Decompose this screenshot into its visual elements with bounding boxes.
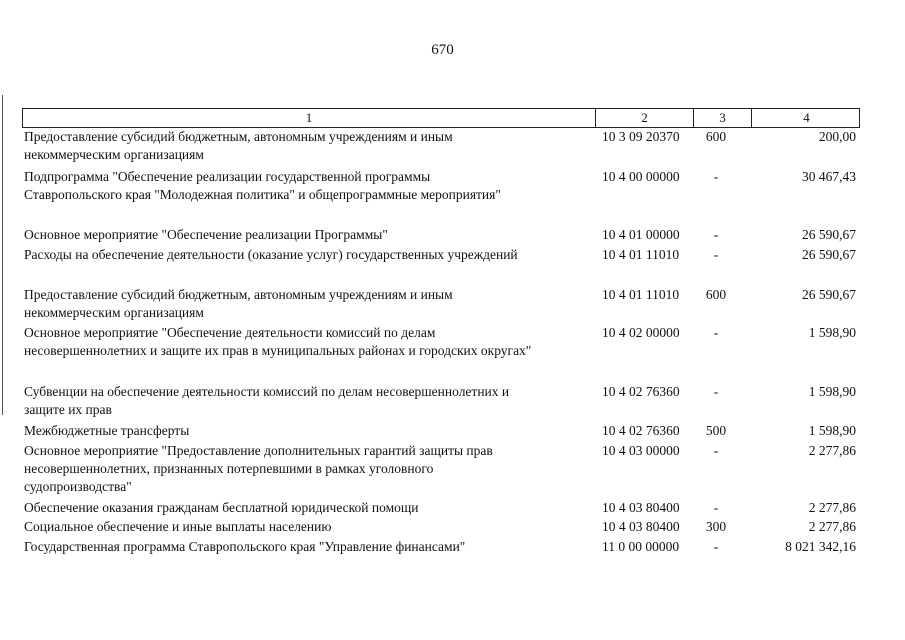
header-col-2: 2 xyxy=(595,109,693,127)
row-group: - xyxy=(713,325,719,340)
row-amount: 26 590,67 xyxy=(802,227,856,242)
margin-rule xyxy=(2,95,3,415)
table-row xyxy=(22,518,860,536)
table-row xyxy=(22,286,860,322)
row-code: 10 4 02 76360 xyxy=(602,423,680,438)
row-group: - xyxy=(713,443,719,458)
table-row xyxy=(22,246,860,264)
row-group: 600 xyxy=(705,129,727,144)
row-code: 10 4 02 76360 xyxy=(602,384,680,399)
table-row xyxy=(22,422,860,440)
page-number: 670 xyxy=(431,42,454,58)
row-name: Социальное обеспечение и иные выплаты населению xyxy=(24,519,332,534)
header-col-1: 1 xyxy=(305,110,313,125)
table-row xyxy=(22,383,860,419)
row-code: 10 4 01 11010 xyxy=(602,287,680,302)
table-row xyxy=(22,538,860,556)
row-name: Предоставление субсидий бюджетным, автономным учреждениям и иным некоммерческим организациям xyxy=(24,129,453,162)
row-amount: 2 277,86 xyxy=(808,443,856,458)
row-group: - xyxy=(713,539,719,554)
row-name: Государственная программа Ставропольского края "Управление финансами" xyxy=(24,539,466,554)
row-name: Основное мероприятие "Предоставление дополнительных гарантий защиты прав несовершеннолетних, признанных потерпевшими в рамках уголовного судопроизводства" xyxy=(24,443,493,494)
row-name: Подпрограмма "Обеспечение реализации государственной программы Ставропольского края "Молодежная политика" и общепрограммные мероприятия" xyxy=(24,169,501,202)
row-amount: 8 021 342,16 xyxy=(785,539,856,554)
row-amount: 1 598,90 xyxy=(808,325,856,340)
row-group: - xyxy=(713,169,719,184)
row-group: - xyxy=(713,384,719,399)
row-name: Основное мероприятие "Обеспечение реализации Программы" xyxy=(24,227,388,242)
row-name: Основное мероприятие "Обеспечение деятельности комиссий по делам несовершеннолетних и защите их прав в муниципальных районах и городских округах" xyxy=(24,325,532,358)
row-code: 10 3 09 20370 xyxy=(602,129,680,144)
row-code: 11 0 00 00000 xyxy=(602,539,680,554)
row-amount: 2 277,86 xyxy=(808,500,856,515)
row-amount: 1 598,90 xyxy=(808,423,856,438)
table-row xyxy=(22,442,860,496)
row-name: Межбюджетные трансферты xyxy=(24,423,190,438)
row-group: 500 xyxy=(705,423,727,438)
row-code: 10 4 03 80400 xyxy=(602,500,680,515)
row-name: Предоставление субсидий бюджетным, автономным учреждениям и иным некоммерческим организациям xyxy=(24,287,453,320)
row-group: - xyxy=(713,500,719,515)
row-name: Субвенции на обеспечение деятельности комиссий по делам несовершеннолетних и защите их прав xyxy=(24,384,510,417)
row-group: 600 xyxy=(705,287,727,302)
row-code: 10 4 02 00000 xyxy=(602,325,680,340)
budget-table xyxy=(22,108,860,554)
row-amount: 200,00 xyxy=(818,129,856,144)
table-row xyxy=(22,226,860,244)
row-group: 300 xyxy=(705,519,727,534)
header-col-3: 3 xyxy=(693,109,751,127)
row-code: 10 4 01 11010 xyxy=(602,247,680,262)
row-name: Расходы на обеспечение деятельности (оказание услуг) государственных учреждений xyxy=(24,247,518,262)
table-row xyxy=(22,499,860,517)
row-amount: 2 277,86 xyxy=(808,519,856,534)
row-amount: 1 598,90 xyxy=(808,384,856,399)
table-row xyxy=(22,168,860,204)
row-group: - xyxy=(713,227,719,242)
row-code: 10 4 03 80400 xyxy=(602,519,680,534)
table-row xyxy=(22,324,860,360)
table-row xyxy=(22,128,860,164)
row-code: 10 4 00 00000 xyxy=(602,169,680,184)
row-code: 10 4 03 00000 xyxy=(602,443,680,458)
row-amount: 26 590,67 xyxy=(802,287,856,302)
header-col-4: 4 xyxy=(751,109,861,127)
row-amount: 26 590,67 xyxy=(802,247,856,262)
row-amount: 30 467,43 xyxy=(802,169,856,184)
row-name: Обеспечение оказания гражданам бесплатной юридической помощи xyxy=(24,500,419,515)
table-header xyxy=(22,108,860,128)
row-code: 10 4 01 00000 xyxy=(602,227,680,242)
row-group: - xyxy=(713,247,719,262)
